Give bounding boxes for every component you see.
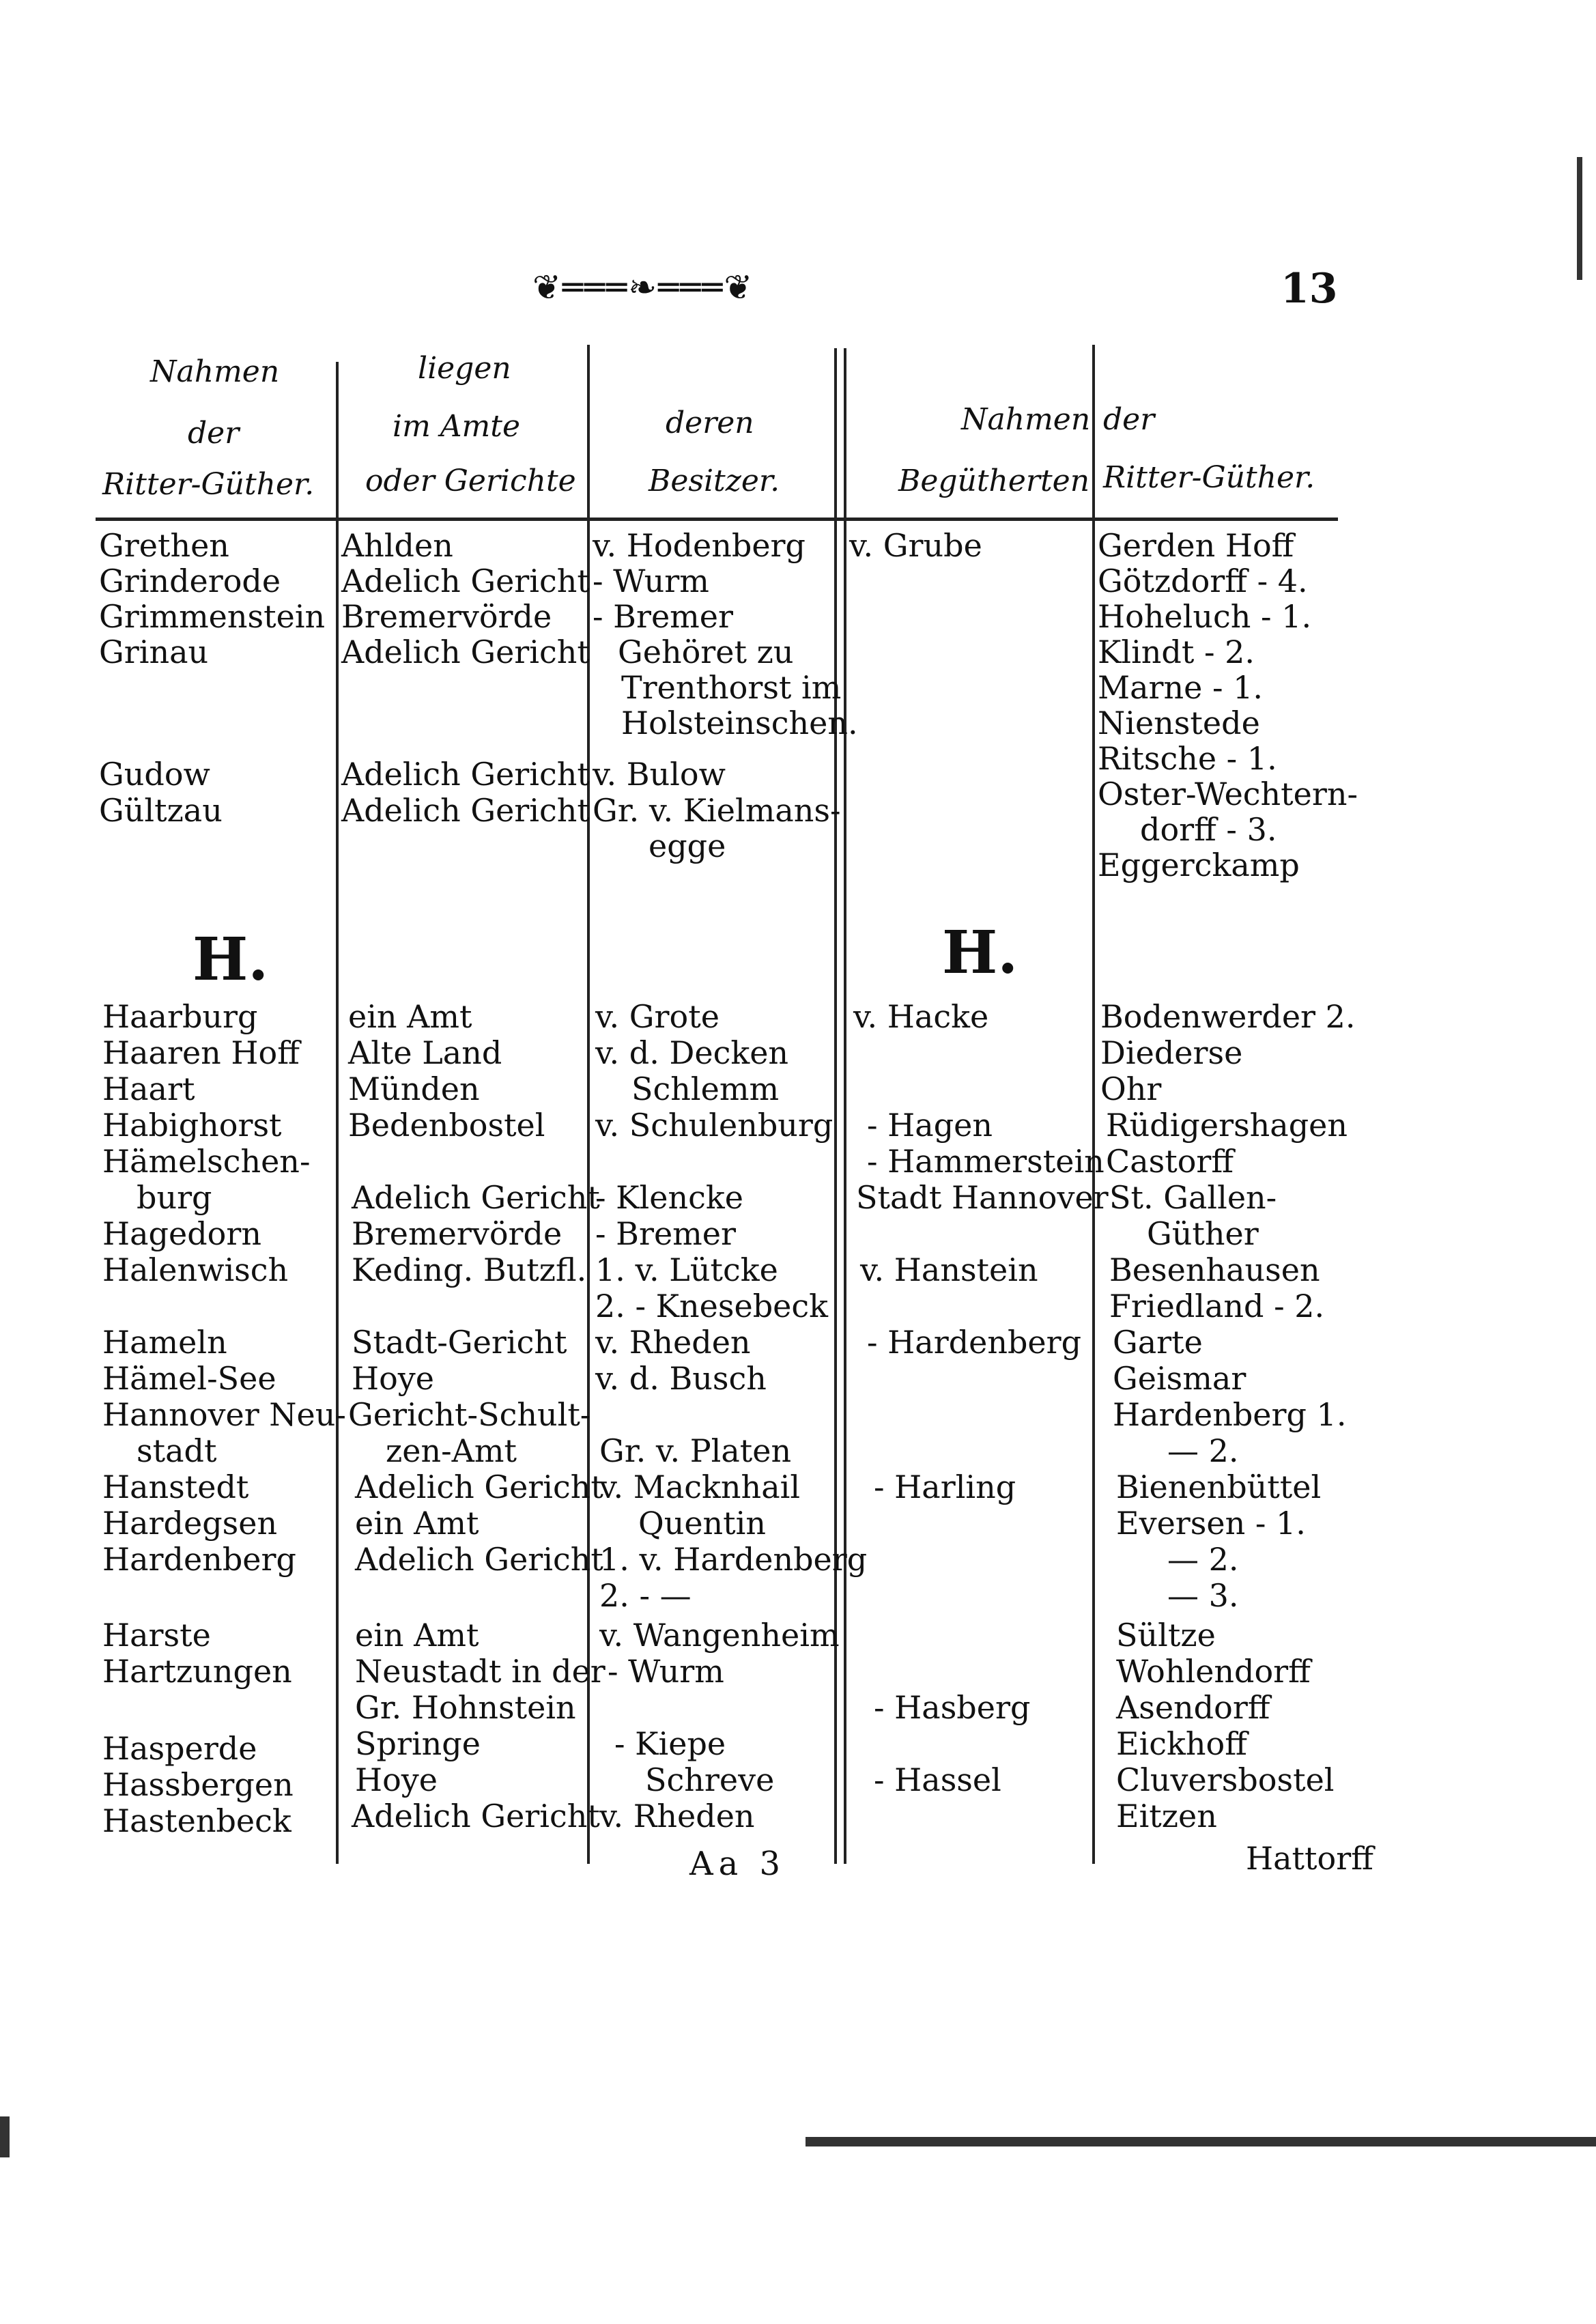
table-row-name: stadt bbox=[137, 1432, 217, 1469]
table-row-besitzer: - Bremer bbox=[595, 1215, 737, 1252]
table-row-amt: Adelich Gericht bbox=[352, 1798, 600, 1834]
table-row-gueter: — 2. bbox=[1167, 1541, 1239, 1578]
table-row-gueter: Gerden Hoff bbox=[1098, 527, 1294, 564]
table-row-name: Hämel-See bbox=[102, 1360, 276, 1397]
table-row-gueter: Garte bbox=[1113, 1324, 1203, 1361]
table-row-amt: Adelich Gericht bbox=[341, 756, 590, 793]
table-row-besitzer: Gehöret zu bbox=[618, 634, 794, 670]
table-row-amt: Ahlden bbox=[341, 527, 453, 564]
table-row-besitzer: Gr. v. Platen bbox=[599, 1432, 792, 1469]
table-row-besitzer: - Wurm bbox=[608, 1653, 724, 1690]
table-row-gueter: dorff - 3. bbox=[1140, 811, 1277, 848]
signature-mark: Aa 3 bbox=[689, 1845, 786, 1883]
table-row-amt: Springe bbox=[355, 1725, 481, 1762]
table-row-besitzer: Quentin bbox=[638, 1505, 767, 1542]
header-col2-line1: liegen bbox=[418, 351, 511, 386]
table-row-besitzer: - Wurm bbox=[593, 563, 709, 599]
table-row-amt: Adelich Gericht bbox=[341, 634, 590, 670]
table-row-besitzer: v. Rheden bbox=[599, 1798, 755, 1834]
table-row-name: Harste bbox=[102, 1617, 211, 1654]
scan-edge-right bbox=[1577, 157, 1582, 280]
header-col1-line1: Nahmen bbox=[150, 354, 280, 389]
scan-edge-left bbox=[0, 2116, 10, 2157]
table-row-name: Haaren Hoff bbox=[102, 1034, 300, 1071]
table-row-beguetherten: v. Hacke bbox=[853, 998, 989, 1035]
column-rule-3b bbox=[844, 348, 846, 1864]
table-row-besitzer: v. d. Decken bbox=[595, 1034, 789, 1071]
table-row-beguetherten: v. Grube bbox=[849, 527, 982, 564]
table-row-amt: Bremervörde bbox=[341, 598, 552, 635]
table-row-gueter: Diederse bbox=[1100, 1034, 1243, 1071]
table-row-name: Grinderode bbox=[99, 563, 281, 599]
table-row-amt: Neustadt in der bbox=[355, 1653, 605, 1690]
table-row-beguetherten: - Hardenberg bbox=[867, 1324, 1082, 1361]
table-row-gueter: Klindt - 2. bbox=[1098, 634, 1255, 670]
table-row-besitzer: - Klencke bbox=[595, 1179, 743, 1216]
table-row-amt: zen-Amt bbox=[386, 1432, 517, 1469]
table-row-besitzer: 1. v. Lütcke bbox=[595, 1251, 778, 1288]
table-row-name: Grinau bbox=[99, 634, 209, 670]
header-ornament: ❦═══❧═══❦ bbox=[532, 268, 754, 307]
table-row-gueter: Wohlendorff bbox=[1116, 1653, 1311, 1690]
table-row-gueter: Castorff bbox=[1106, 1143, 1234, 1180]
table-row-amt: Bremervörde bbox=[352, 1215, 562, 1252]
table-row-besitzer: v. Rheden bbox=[595, 1324, 751, 1361]
table-row-besitzer: Schreve bbox=[645, 1761, 775, 1798]
header-col1-line3: Ritter-Güther. bbox=[102, 467, 315, 502]
table-row-beguetherten: - Hagen bbox=[867, 1107, 993, 1144]
table-row-amt: Gericht-Schult- bbox=[348, 1396, 591, 1433]
header-col2-line3: oder Gerichte bbox=[365, 464, 576, 498]
header-col4-line2: Begütherten bbox=[898, 464, 1090, 498]
table-row-name: Hartzungen bbox=[102, 1653, 292, 1690]
table-row-amt: Adelich Gericht bbox=[341, 563, 590, 599]
table-row-beguetherten: v. Hanstein bbox=[860, 1251, 1038, 1288]
table-row-beguetherten: - Hammerstein bbox=[867, 1143, 1105, 1180]
column-rule-1 bbox=[336, 362, 339, 1864]
table-row-besitzer: - Bremer bbox=[593, 598, 734, 635]
table-row-beguetherten: - Hasberg bbox=[874, 1689, 1031, 1726]
table-row-gueter: Eggerckamp bbox=[1098, 847, 1300, 883]
scan-edge-bottom bbox=[806, 2137, 1596, 2146]
table-row-gueter: — 3. bbox=[1167, 1577, 1239, 1614]
table-row-gueter: Sültze bbox=[1116, 1617, 1216, 1654]
table-row-besitzer: egge bbox=[649, 827, 726, 864]
table-row-gueter: Rüdigershagen bbox=[1106, 1107, 1348, 1144]
table-row-amt: Keding. Butzfl. bbox=[352, 1251, 587, 1288]
table-row-besitzer: Gr. v. Kielmans- bbox=[593, 792, 841, 829]
table-row-name: Grethen bbox=[99, 527, 229, 564]
table-row-gueter: Geismar bbox=[1113, 1360, 1246, 1397]
table-row-gueter: Friedland - 2. bbox=[1109, 1288, 1325, 1324]
table-row-amt: ein Amt bbox=[355, 1505, 479, 1542]
table-row-beguetherten: Stadt Hannover bbox=[856, 1179, 1109, 1216]
table-row-gueter: Güther bbox=[1147, 1215, 1259, 1252]
table-row-name: Hämelschen- bbox=[102, 1143, 311, 1180]
header-col3-line1: deren bbox=[666, 406, 754, 440]
table-row-besitzer: v. Bulow bbox=[593, 756, 726, 793]
table-row-amt: Hoye bbox=[352, 1360, 435, 1397]
table-row-besitzer: Trenthorst im bbox=[621, 669, 842, 706]
table-row-amt: Adelich Gericht bbox=[355, 1541, 603, 1578]
table-row-name: Habighorst bbox=[102, 1107, 282, 1144]
table-row-name: Hagedorn bbox=[102, 1215, 261, 1252]
table-row-gueter: Marne - 1. bbox=[1098, 669, 1264, 706]
table-row-besitzer: 1. v. Hardenberg bbox=[599, 1541, 868, 1578]
table-row-gueter: Eitzen bbox=[1116, 1798, 1217, 1834]
table-row-name: Hardegsen bbox=[102, 1505, 278, 1542]
table-row-amt: Adelich Gericht bbox=[355, 1469, 603, 1505]
table-row-amt: Alte Land bbox=[348, 1034, 502, 1071]
table-row-gueter: Cluversbostel bbox=[1116, 1761, 1335, 1798]
table-row-besitzer: 2. - Knesebeck bbox=[595, 1288, 829, 1324]
table-row-amt: Adelich Gericht bbox=[352, 1179, 600, 1216]
table-row-amt: Münden bbox=[348, 1071, 480, 1107]
table-row-gueter: Besenhausen bbox=[1109, 1251, 1320, 1288]
table-row-amt: Hoye bbox=[355, 1761, 438, 1798]
table-row-gueter: St. Gallen- bbox=[1109, 1179, 1277, 1216]
table-row-name: Hastenbeck bbox=[102, 1802, 291, 1839]
table-row-name: burg bbox=[137, 1179, 212, 1216]
header-col5-line1: der bbox=[1103, 402, 1155, 437]
table-row-name: Haart bbox=[102, 1071, 195, 1107]
table-row-besitzer: v. Grote bbox=[595, 998, 719, 1035]
table-row-besitzer: v. Hodenberg bbox=[593, 527, 806, 564]
table-row-gueter: Hardenberg 1. bbox=[1113, 1396, 1347, 1433]
table-row-name: Haarburg bbox=[102, 998, 258, 1035]
table-row-name: Hameln bbox=[102, 1324, 227, 1361]
table-row-gueter: Bodenwerder 2. bbox=[1100, 998, 1356, 1035]
table-row-gueter: Hoheluch - 1. bbox=[1098, 598, 1312, 635]
table-row-besitzer: - Kiepe bbox=[614, 1725, 726, 1762]
header-col3-line2: Besitzer. bbox=[649, 464, 780, 498]
table-row-gueter: Eversen - 1. bbox=[1116, 1505, 1306, 1542]
header-col5-line2: Ritter-Güther. bbox=[1103, 460, 1315, 495]
section-letter-left: H. bbox=[193, 925, 269, 994]
table-row-name: Gültzau bbox=[99, 792, 223, 829]
table-row-amt: ein Amt bbox=[355, 1617, 479, 1654]
table-row-gueter: Asendorff bbox=[1116, 1689, 1270, 1726]
table-row-amt: Adelich Gericht bbox=[341, 792, 590, 829]
catchword: Hattorff bbox=[1246, 1840, 1373, 1877]
table-row-name: Halenwisch bbox=[102, 1251, 289, 1288]
header-col1-line2: der bbox=[188, 416, 240, 451]
table-row-gueter: Ohr bbox=[1100, 1071, 1162, 1107]
table-row-besitzer: v. Macknhail bbox=[599, 1469, 801, 1505]
table-row-besitzer: v. Schulenburg bbox=[595, 1107, 833, 1144]
table-row-amt: Stadt-Gericht bbox=[352, 1324, 567, 1361]
table-row-amt: Gr. Hohnstein bbox=[355, 1689, 576, 1726]
table-row-gueter: Ritsche - 1. bbox=[1098, 740, 1277, 777]
table-row-name: Hassbergen bbox=[102, 1766, 294, 1803]
section-letter-right: H. bbox=[942, 918, 1018, 987]
table-row-name: Grimmenstein bbox=[99, 598, 326, 635]
table-row-name: Hasperde bbox=[102, 1730, 257, 1767]
table-row-name: Hannover Neu- bbox=[102, 1396, 346, 1433]
table-row-name: Gudow bbox=[99, 756, 210, 793]
table-row-name: Hardenberg bbox=[102, 1541, 296, 1578]
table-row-gueter: Oster-Wechtern- bbox=[1098, 776, 1358, 812]
header-col2-line2: im Amte bbox=[393, 409, 520, 444]
header-col4-line1: Nahmen bbox=[961, 402, 1091, 437]
table-row-gueter: Bienenbüttel bbox=[1116, 1469, 1322, 1505]
page-number: 13 bbox=[1281, 265, 1338, 313]
table-row-gueter: Nienstede bbox=[1098, 705, 1260, 741]
table-row-gueter: — 2. bbox=[1167, 1432, 1239, 1469]
table-row-amt: ein Amt bbox=[348, 998, 472, 1035]
table-row-gueter: Eickhoff bbox=[1116, 1725, 1247, 1762]
table-row-beguetherten: - Harling bbox=[874, 1469, 1016, 1505]
table-row-amt: Bedenbostel bbox=[348, 1107, 545, 1144]
column-rule-4 bbox=[1092, 345, 1095, 1864]
table-row-besitzer: v. d. Busch bbox=[595, 1360, 767, 1397]
table-row-besitzer: Schlemm bbox=[631, 1071, 780, 1107]
table-row-besitzer: 2. - — bbox=[599, 1577, 692, 1614]
table-row-beguetherten: - Hassel bbox=[874, 1761, 1001, 1798]
header-underline bbox=[96, 518, 1338, 521]
table-row-besitzer: Holsteinschen. bbox=[621, 705, 858, 741]
table-row-name: Hanstedt bbox=[102, 1469, 249, 1505]
table-row-besitzer: v. Wangenheim bbox=[599, 1617, 840, 1654]
table-row-gueter: Götzdorff - 4. bbox=[1098, 563, 1308, 599]
